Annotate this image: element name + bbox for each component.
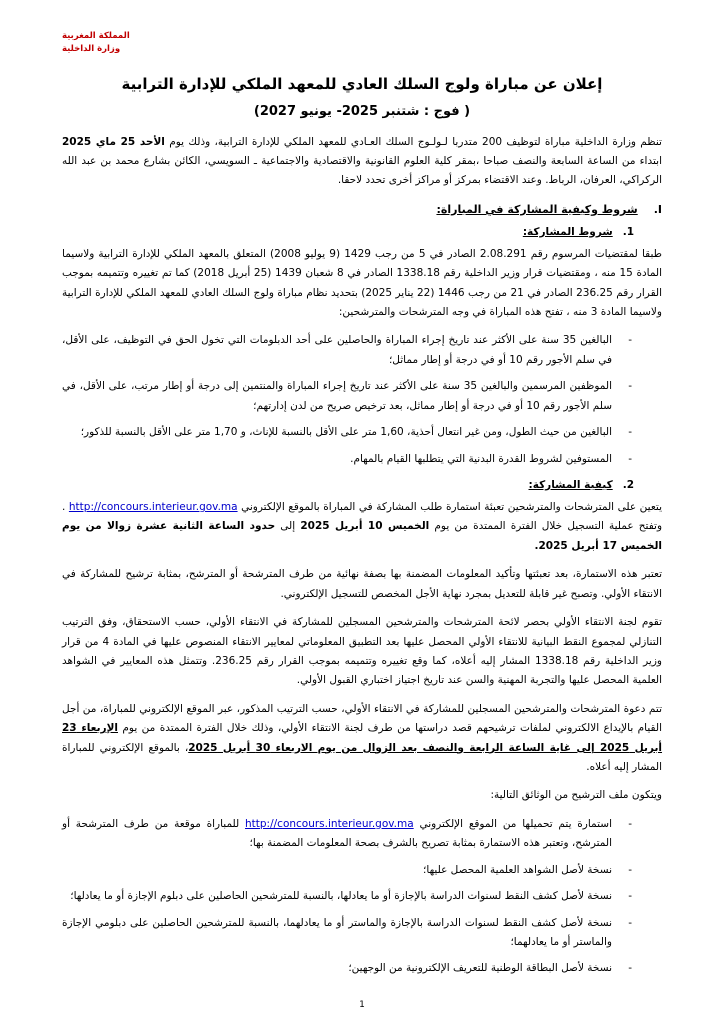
doc-0-after: للمباراة موقعة من طرف المترشحة أو المترشح، وتعتبر هذه الاستمارة بمثابة تصريح بالشرف بصحة المعلومات المضمنة بها؛ (62, 817, 612, 850)
file-submission-after: ، بالموقع الإلكتروني للمباراة المشار إليه أعلاه. (62, 741, 662, 774)
list-item: - نسخة لأصل الشواهد العلمية المحصل عليها؛ (62, 861, 634, 880)
subsection-2-number: 2. (622, 478, 634, 491)
subsection-1-paragraph: طبقا لمقتضيات المرسوم رقم 2.08.291 الصادر في 5 من رجب 1429 (9 يوليو 2008) المتعلق بالمعهد الملكي للإدارة الترابية ولاسيما المادة 15 منه ، ومقتضيات قرار وزير الداخلية رقم 1338.18 الصادر في 8 شعبان 1439 (25 أبريل 2018) كما تم تغييره وتتميمه بموجب القرار رقم 236.25 الصادر في 21 من رجب 1446 (22 يناير 2025) بتحديد نظام مباراة ولوج السلك العادي للمعهد الملكي للإدارة الترابية ولاسيما المادة 3 منه ، تفتح هذه المباراة في وجه المترشحات والمترشحين: (62, 247, 663, 319)
list-item: - المستوفين لشروط القدرة البدنية التي يتطلبها القيام بالمهام. (62, 450, 634, 469)
page-number: 1 (359, 1000, 365, 1010)
intro-date-bold: الأحد 25 ماي 2025 (62, 135, 165, 148)
subsection-1-number: 1. (622, 225, 634, 238)
registration-text-before: يتعين على المترشحات والمترشحين تعبئة استمارة طلب المشاركة في المباراة بالموقع الإلكتروني (237, 500, 662, 513)
header-ministry-line: وزارة الداخلية (62, 43, 121, 54)
concours-portal-link-2[interactable]: http://concours.interieur.gov.ma (245, 817, 414, 830)
list-item: - الموظفين المرسمين والبالغين 35 سنة على الأكثر عند تاريخ إجراء المباراة والمنتمين إلى درجة أو إطار مرتب، على الأقل، في سلم الأجور رقم 10 أو في درجة أو إطار مماثل، بعد ترخيص صريح من لدن إدارتهم؛ (62, 377, 634, 416)
required-documents-list (62, 815, 662, 979)
page-title: إعلان عن مباراة ولوج السلك العادي للمعهد الملكي للإدارة الترابية (121, 74, 603, 93)
list-item: - البالغين 35 سنة على الأكثر عند تاريخ إجراء المباراة والحاصلين على أحد الدبلومات التي تخول الحق في التوظيف، على الأقل، في سلم الأجور رقم 10 أو في درجة أو إطار مماثل؛ (62, 331, 634, 370)
registration-start-date: الخميس 10 أبريل 2025 (300, 520, 430, 533)
subsection-1-heading (62, 226, 662, 238)
section-1-number: I. (653, 202, 662, 216)
page-subtitle: ( فوج : شتنبر 2025- يونيو 2027) (253, 103, 471, 119)
preselection-committee-paragraph: تقوم لجنة الانتقاء الأولي بحصر لائحة المترشحات والمترشحين المسجلين للمشاركة في الانتقاء الأولي، حسب الاستحقاق، وفق الترتيب التنازلي لمجموع النقط البيانية للانتقاء الأولي المحصل عليها بعد التطبيق المعلوماتي لمعايير الانتقاء المنصوص عليها في المادة 4 من قرار وزير الداخلية رقم 1338.18 المشار إليه أعلاه، كما وقع تغييره وتتميمه بموجب القرار رقم 236.25. وتتمثل هذه المعايير في الشواهد العلمية المحصل عليها والتجربة المهنية والسن عند تاريخ اجتياز اختباري القبول الأولي. (62, 616, 662, 687)
file-submission-paragraph (62, 700, 662, 778)
list-item: - نسخة لأصل البطاقة الوطنية للتعريف الإلكترونية من الوجهين؛ (62, 959, 634, 978)
concours-portal-link[interactable]: http://concours.interieur.gov.ma (68, 500, 238, 513)
document-header (62, 30, 662, 56)
list-item: - نسخة لأصل كشف النقط لسنوات الدراسة بالإجازة والماستر أو ما يعادلهما، بالنسبة للمترشحين الحاصلين على دبلومي الإجازة والماستر أو ما يعادلهما؛ (62, 914, 634, 953)
list-item (62, 815, 634, 854)
registration-paragraph (62, 498, 662, 556)
list-item: - البالغين من حيث الطول، ومن غير انتعال أحذية، 1,60 متر على الأقل بالنسبة للإناث، و 1,70 متر على الأقل بالنسبة للذكور؛ (62, 423, 634, 442)
registration-text-after: . وتفتح عملية التسجيل خلال الفترة الممتدة من يوم (62, 500, 663, 533)
documents-intro: ويتكون ملف الترشيح من الوثائق التالية: (490, 789, 662, 802)
header-kingdom-line: المملكة المغربية (62, 31, 130, 41)
file-submission-period: الإربعاء 23 أبريل 2025 إلى غاية الساعة الرابعة والنصف بعد الزوال من يوم الاربعاء 30 أبريل 2025 (62, 722, 663, 754)
registration-end-date: حدود الساعة الثانية عشرة زوالا من يوم الخميس 17 أبريل 2025. (62, 520, 662, 552)
subsection-1-title: شروط المشاركة: (522, 225, 613, 238)
form-finality-paragraph: تعتبر هذه الاستمارة، بعد تعبئتها وتأكيد المعلومات المضمنة بها بصفة نهائية من طرف المترشحة أو المترشح، بمثابة ترشيح للمشاركة في الانتقاء الأولي. وتصبح غير قابلة للتعديل بمجرد نهاية الأجل المخصص للتسجيل الإلكتروني. (62, 568, 662, 600)
list-item: - نسخة لأصل كشف النقط لسنوات الدراسة بالإجازة أو ما يعادلها، بالنسبة للمترشحين الحاصلين على دبلوم الإجازة أو ما يعادلها؛ (62, 887, 634, 906)
section-1-title: شروط وكيفية المشاركة في المباراة: (436, 202, 638, 216)
intro-part1: تنظم وزارة الداخلية مباراة لتوظيف 200 متدربا لـولـوج السلك العـادي للمعهد الملكي للإدارة الترابية، وذلك يوم (164, 135, 662, 148)
intro-part2: ابتداء من الساعة السابعة والنصف صباحا ،بمقر كلية العلوم القانونية والاقتصادية والاجتماعية ـ السويسي، الكائن بشارع محمد بن عبد الله الركراكي، العرفان، الرباط. وعند الاقتضاء بمركز أو مراكز أخرى تحدد لاحقا. (62, 154, 662, 187)
intro-paragraph (62, 133, 662, 191)
registration-mid: إلى (275, 520, 301, 533)
subsection-2-title: كيفية المشاركة: (528, 478, 613, 491)
subsection-2-heading (62, 479, 662, 491)
participation-conditions-list (62, 331, 662, 469)
section-1-heading (62, 203, 662, 216)
file-submission-before: تتم دعوة المترشحات والمترشحين المسجلين للمشاركة في الانتقاء الأولي، حسب الترتيب المذكور، عبر الموقع الإلكتروني للمباراة، من أجل القيام بالإيداع الالكتروني لملفات ترشيحهم قصد دراستها من طرف لجنة الانتقاء الأولي، وذلك خلال الفترة الممتدة من يوم (62, 702, 662, 735)
doc-0-before: استمارة يتم تحميلها من الموقع الإلكتروني (413, 817, 613, 830)
